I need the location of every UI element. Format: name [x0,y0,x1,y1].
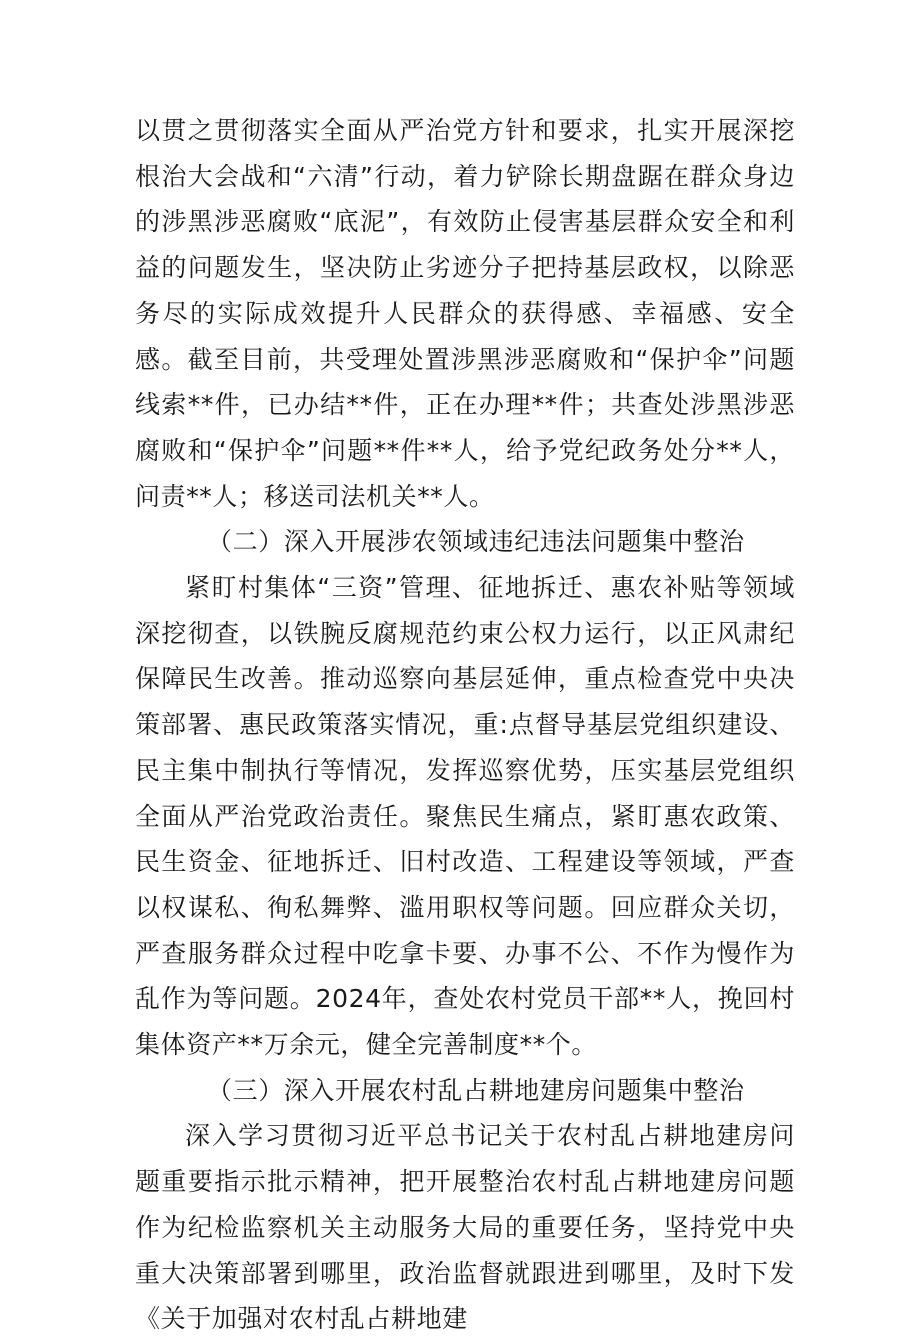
paragraph-agriculture: 紧盯村集体“三资”管理、征地拆迁、惠农补贴等领域深挖彻查，以铁腕反腐规范约束公权力运行，以正风肃纪保障民生改善。推动巡察向基层延伸，重点检查党中央决策部署、惠民政策落实情况，重:点督导基层党组织建设、民主集中制执行等情况，发挥巡察优势，压实基层党组织全面从严治党政治责任。聚焦民生痛点，紧盯惠农政策、民生资金、征地拆迁、旧村改造、工程建设等领域，严查以权谋私、徇私舞弊、滥用职权等问题。回应群众关切，严查服务群众过程中吃拿卡要、办事不公、不作为慢作为乱作为等问题。2024年，查处农村党员干部**人，挽回村集体资产**万余元，健全完善制度**个。 [135,573,795,1060]
document-body [135,108,795,1342]
section-heading-2: （二）深入开展涉农领域违纪违法问题集中整治 [207,527,745,557]
paragraph-continued: 以贯之贯彻落实全面从严治党方针和要求，扎实开展深挖根治大会战和“六清”行动，着力铲除长期盘踞在群众身边的涉黑涉恶腐败“底泥”，有效防止侵害基层群众安全和利益的问题发生，坚决防止劣迹分子把持基层政权，以除恶务尽的实际成效提升人民群众的获得感、幸福感、安全感。截至目前，共受理处置涉黑涉恶腐败和“保护伞”问题线索**件，已办结**件，正在办理**件；共查处涉黑涉恶腐败和“保护伞”问题**件**人，给予党纪政务处分**人，问责**人；移送司法机关**人。 [135,116,795,511]
section-heading-3: （三）深入开展农村乱占耕地建房问题集中整治 [207,1075,745,1105]
paragraph-farmland: 深入学习贯彻习近平总书记关于农村乱占耕地建房问题重要指示批示精神，把开展整治农村乱占耕地建房问题作为纪检监察机关主动服务大局的重要任务，坚持党中央重大决策部署到哪里，政治监督就跟进到哪里，及时下发《关于加强对农村乱占耕地建 [135,1121,795,1334]
